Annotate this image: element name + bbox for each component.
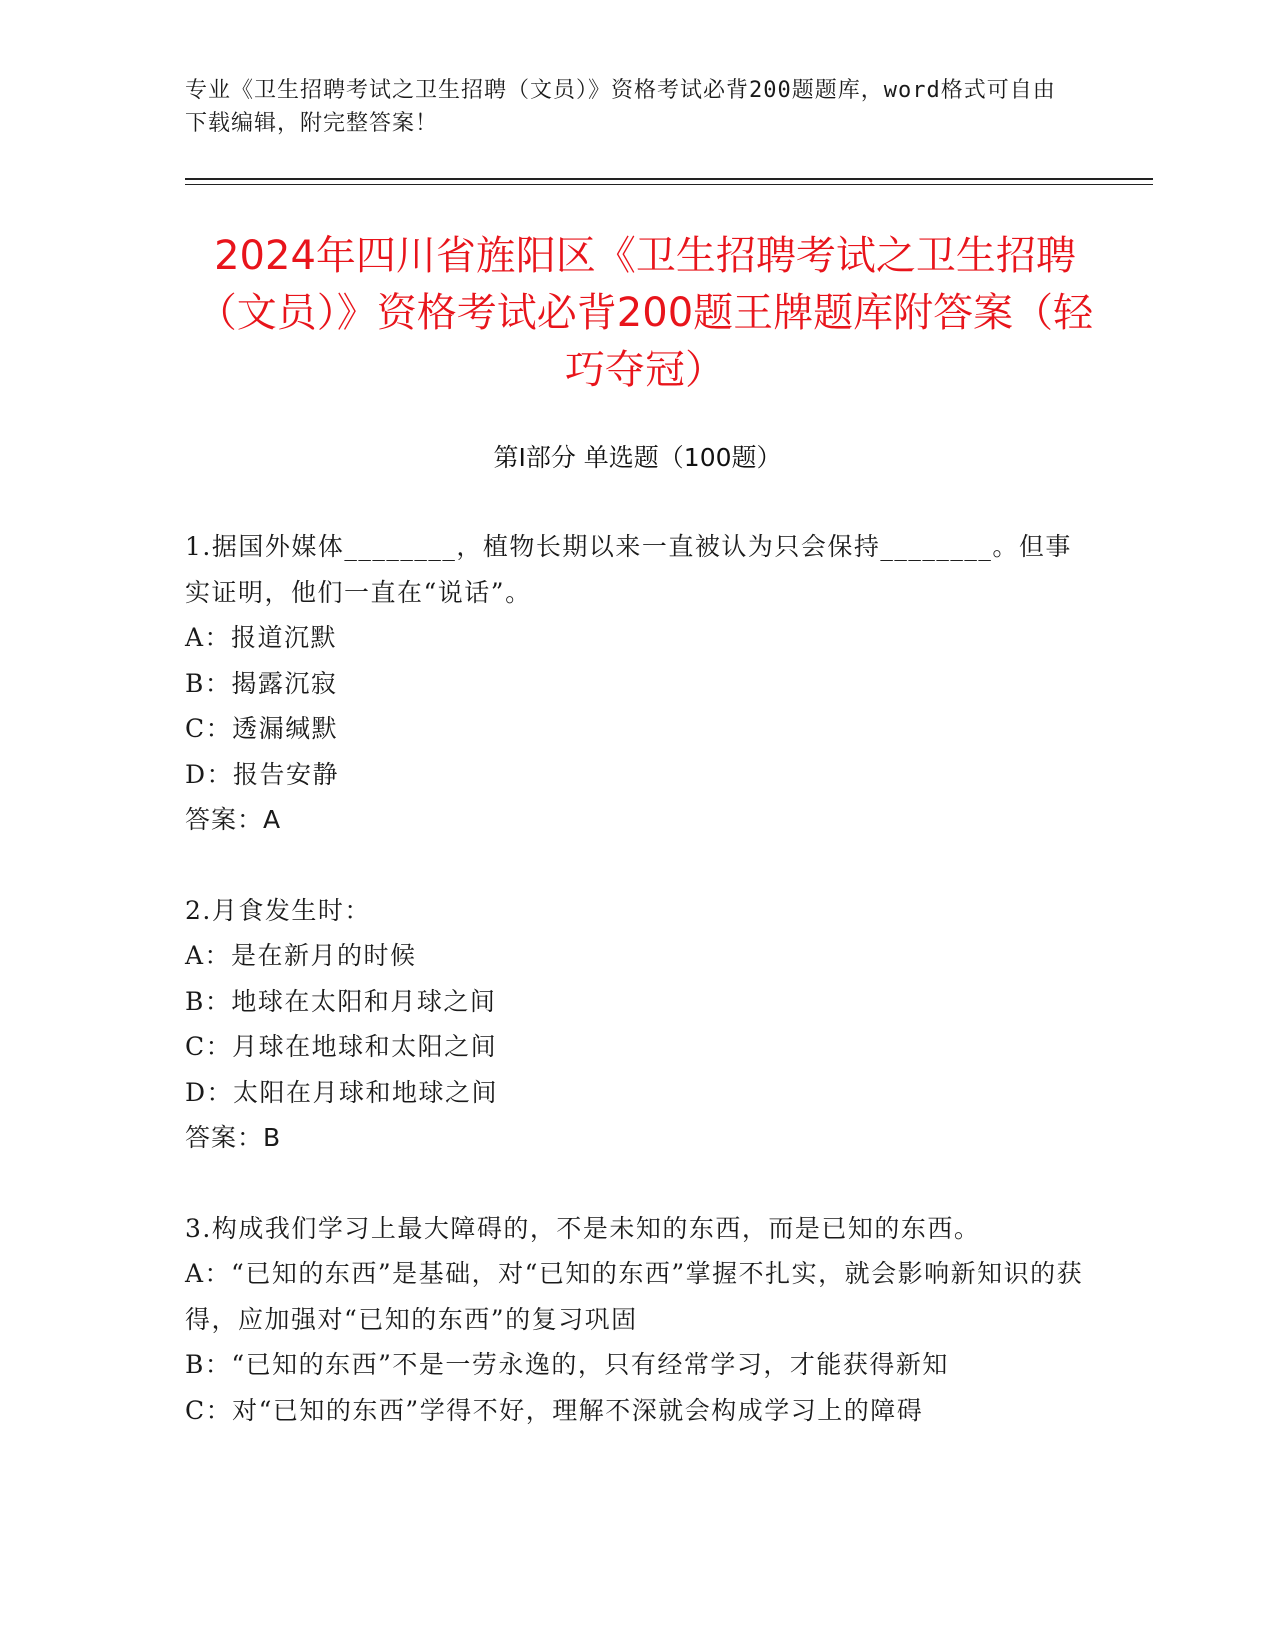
option-b: B：“已知的东西”不是一劳永逸的，只有经常学习，才能获得新知 <box>185 1350 949 1379</box>
option-c: C：月球在地球和太阳之间 <box>185 1032 498 1061</box>
page-title: 2024年四川省旌阳区《卫生招聘考试之卫生招聘（文员）》资格考试必背200题王牌题库附答案（轻巧夺冠） <box>196 233 1094 393</box>
question-stem: 2.月食发生时： <box>185 895 371 925</box>
section-heading: 第I部分 单选题（100题） <box>493 443 782 472</box>
option-a: A：“已知的东西”是基础，对“已知的东西”掌握不扎实，就会影响新知识的获得，应加强对“已知的东西”的复习巩固 <box>185 1259 1084 1334</box>
option-c: C：对“已知的东西”学得不好，理解不深就会构成学习上的障碍 <box>185 1395 924 1425</box>
question-stem: 3.构成我们学习上最大障碍的，不是未知的东西，而是已知的东西。 <box>185 1213 981 1243</box>
option-a: A：是在新月的时候 <box>185 941 417 970</box>
question-3 <box>185 1206 1085 1434</box>
option-b: B：地球在太阳和月球之间 <box>185 986 497 1016</box>
option-a: A：报道沉默 <box>185 623 338 652</box>
option-d: D：太阳在月球和地球之间 <box>185 1077 499 1107</box>
question-list <box>185 524 1085 1478</box>
question-1 <box>185 524 1085 843</box>
header-divider-thick <box>185 178 1153 180</box>
header-divider-thin <box>185 184 1153 185</box>
answer-line: 答案：B <box>185 1123 282 1152</box>
option-b: B：揭露沉寂 <box>185 668 338 698</box>
question-stem: 1.据国外媒体________，植物长期以来一直被认为只会保持________。但事实证明，他们一直在“说话”。 <box>185 532 1072 607</box>
option-c: C：透漏缄默 <box>185 714 339 743</box>
header-note: 专业《卫生招聘考试之卫生招聘（文员）》资格考试必背200题题库，word格式可自由下载编辑，附完整答案！ <box>185 78 1056 136</box>
question-2 <box>185 888 1085 1161</box>
answer-line: 答案：A <box>185 805 282 834</box>
option-d: D：报告安静 <box>185 759 340 789</box>
